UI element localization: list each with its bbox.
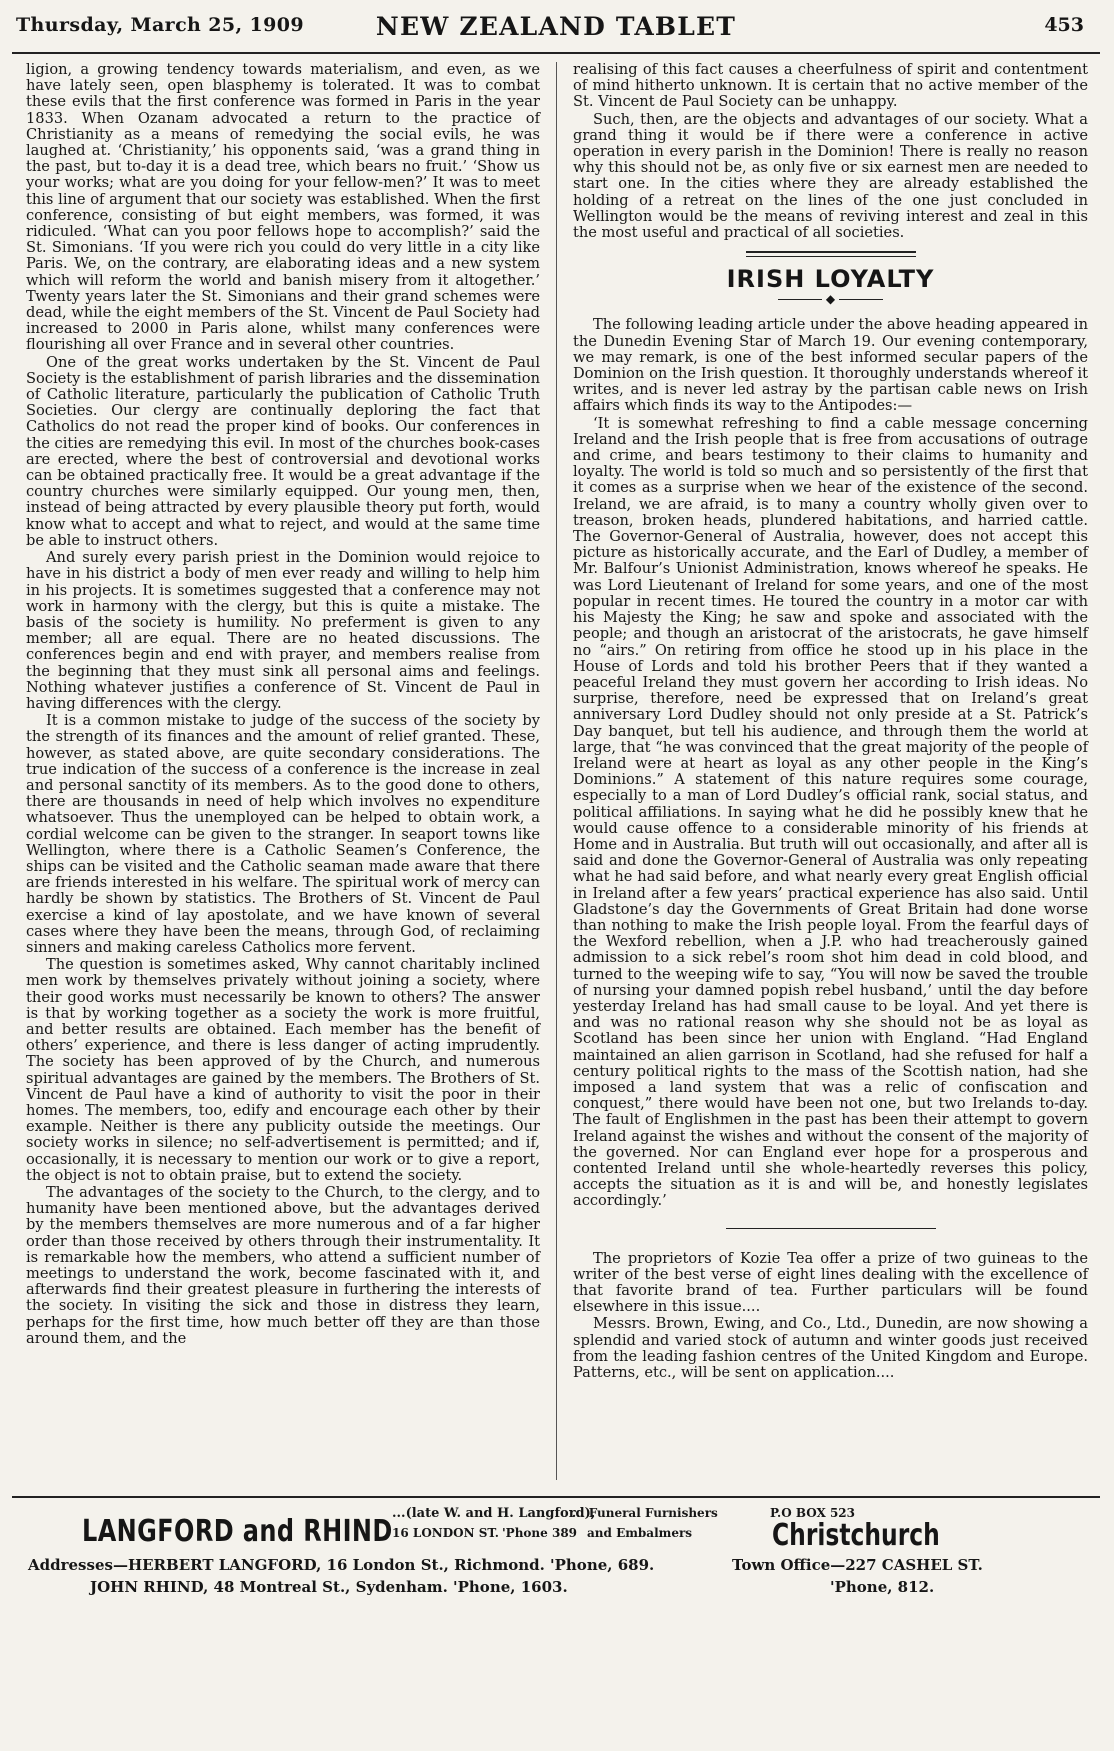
- article-columns: [26, 62, 1088, 1482]
- advert-street: 16 LONDON ST.: [392, 1526, 499, 1540]
- advertisement-footer: [12, 1496, 1100, 1751]
- notice: The proprietors of Kozie Tea offer a prize of two guineas to the writer of the best verse of eight lines dealing with the excellence of that favorite brand of tea. Further particulars will be found elsewhere in this issue....: [573, 1249, 1088, 1316]
- advert-trade-line: ... Funeral Furnishers: [572, 1506, 718, 1520]
- paragraph: The following leading article under the above heading appeared in the Dunedin Evening Star of March 19. Our evening contemporary, we may remark, is one of the best informed secular papers of the Dominion on the Irish question. It thoroughly understands whereof it writes, and is never led astray by the partisan cable news on Irish affairs which finds its way to the Antipodes:—: [573, 316, 1088, 415]
- heading-ornament: [573, 293, 1088, 305]
- paragraph: realising of this fact causes a cheerfulness of spirit and contentment of mind hitherto unknown. It is certain that no active member of the St. Vincent de Paul Society can be unhappy.: [573, 61, 1088, 111]
- advert-trade-line: and Embalmers: [587, 1526, 693, 1540]
- end-rule: [726, 1228, 936, 1229]
- advert-address: JOHN RHIND, 48 Montreal St., Sydenham. 'Phone, 1603.: [90, 1578, 568, 1596]
- advert-address: Addresses—HERBERT LANGFORD, 16 London St., Richmond. 'Phone, 689.: [28, 1556, 655, 1574]
- paragraph: Such, then, are the objects and advantages of our society. What a grand thing it would be if there were a conference in active operation in every parish in the Dominion! There is really no reason why this should not be, as only five or six earnest men are needed to start one. In the cities where they are already established the holding of a retreat on the lines of the one just concluded in Wellington would be the means of reviving interest and zeal in this the most useful and practical of all societies.: [573, 110, 1088, 242]
- right-column: [573, 62, 1088, 1381]
- diamond-ornament-icon: ◆: [825, 292, 836, 307]
- section-rule: [746, 251, 916, 257]
- advert-firm-name: LANGFORD and RHIND: [82, 1514, 393, 1549]
- paragraph: ligion, a growing tendency towards materialism, and even, as we have lately seen, open blasphemy is tolerated. It was to combat these evils that the first conference was formed in Paris in the year 1833. When Ozanam advocated a return to the practice of Christianity as a means of remedying the social evils, he was laughed at. ‘Christianity,’ his opponents said, ‘was a grand thing in the past, but to-day it is a dead tree, which bears no fruit.’ ‘Show us your works; what are you doing for your fellow-men?’ It was to meet this line of argument that our society was established. When the first conference, consisting of but eight members, was formed, it was ridiculed. ‘What can you poor fellows hope to accomplish?’ said the St. Simonians. ‘If you were rich you could do very little in a city like Paris. We, on the contrary, are elaborating ideas and a new system which will reform the world and banish misery from it altogether.’ Twenty years later the St. Simonians and their grand schemes were dead, while the eight members of the St. Vincent de Paul Society had increased to 2000 in Paris alone, whilst many conferences were flourishing all over France and in several other countries.: [26, 61, 540, 354]
- paragraph: The question is sometimes asked, Why cannot charitably inclined men work by themselves privately without joining a society, where their good works must necessarily be known to others? The answer is that by working together as a society the work is more fruitful, and better results are obtained. Each member has the benefit of others’ experience, and there is less danger of acting imprudently. The society has been approved of by the Church, and numerous spiritual advantages are gained by the members. The Brothers of St. Vincent de Paul have a kind of authority to visit the poor in their homes. The members, too, edify and encourage each other by their example. Neither is there any publicity outside the meetings. Our society works in silence; no self-advertisement is permitted; and if, occasionally, it is necessary to mention our work or to give a report, the object is not to obtain praise, but to extend the society.: [26, 956, 540, 1184]
- article-heading: IRISH LOYALTY: [726, 265, 935, 294]
- paragraph: The advantages of the society to the Church, to the clergy, and to humanity have been mentioned above, but the advantages derived by the members themselves are more numerous and of a far higher order than those received by others through their instrumentality. It is remarkable how the members, who attend a sufficient number of meetings to understand the work, become fascinated with it, and afterwards find their greatest pleasure in furthering the interests of the society. In visiting the sick and those in distress they learn, perhaps for the first time, how much better off they are than those around them, and the: [26, 1184, 540, 1347]
- paragraph: ‘It is somewhat refreshing to find a cable message concerning Ireland and the Irish people that is free from accusations of outrage and crime, and bears testimony to their claims to humanity and loyalty. The world is told so much and so persistently of the first that it comes as a surprise when we hear of the existence of the second. Ireland, we are afraid, is to many a country wholly given over to treason, broken heads, plundered habitations, and harried cattle. The Governor-General of Australia, however, does not accept this picture as historically accurate, and the Earl of Dudley, a member of Mr. Balfour’s Unionist Administration, knows whereof he speaks. He was Lord Lieutenant of Ireland for some years, and one of the most popular in recent times. He toured the country in a motor car with his Majesty the King; he saw and spoke and associated with the people; and though an aristocrat of the aristocrats, he gave himself no “airs.” On retiring from office he stood up in his place in the House of Lords and told his brother Peers that if they wanted a peaceful Ireland they must govern her according to Irish ideas. No surprise, therefore, need be expressed that on Ireland’s great anniversary Lord Dudley should not only preside at a St. Patrick’s Day banquet, but tell his audience, and through them the world at large, that “he was convinced that the great majority of the people of Ireland were at heart as loyal as any other people in the King’s Dominions.” A statement of this nature requires some courage, especially to a man of Lord Dudley’s official rank, social status, and political affiliations. In saying what he did he possibly knew that he would cause offence to a considerable minority of his friends at Home and in Australia. But truth will out occasionally, and after all is said and done the Governor-General of Australia was only repeating what he had said before, and what nearly every great English official in Ireland after a few years’ practical experience has also said. Until Gladstone’s day the Governments of Great Britain had done worse than nothing to make the Irish people loyal. From the fearful days of the Wexford rebellion, when a J.P. who had treacherously gained admission to a sick rebel’s room shot him dead in cold blood, and turned to the weeping wife to say, “You will now be saved the trouble of nursing your damned popish rebel husband,’ until the day before yesterday Ireland has had small cause to be loyal. And yet there is and was no rational reason why she should not be as loyal as Scotland has been since her union with England. “Had England maintained an alien garrison in Scotland, had she refused for half a century political rights to the mass of the Scottish nation, had she imposed a land system that was a relic of confiscation and conquest,” there would have been not one, but two Irelands to-day. The fault of Englishmen in the past has been their attempt to govern Ireland against the wishes and without the consent of the majority of the governed. Nor can England ever hope for a prosperous and contented Ireland until she whole-heartedly reverses this policy, accepts the situation as it is and will be, and honestly legislates accordingly.’: [573, 414, 1088, 1210]
- advert-town-phone: 'Phone, 812.: [830, 1578, 935, 1596]
- advertisement: [12, 1496, 1100, 1616]
- paragraph: One of the great works undertaken by the St. Vincent de Paul Society is the establishment of parish libraries and the dissemination of Catholic literature, particularly the publication of Catholic Truth Societies. Our clergy are continually deploring the fact that Catholics do not read the proper kind of books. Our conferences in the cities are remedying this evil. In most of the churches book-cases are erected, where the best of controversial and devotional works can be obtained practically free. It would be a great advantage if the country churches were similarly equipped. Our young men, then, instead of being attracted by every plausible theory put forth, would know what to accept and what to reject, and would at the same time be able to instruct others.: [26, 353, 540, 549]
- page-number: 453: [1044, 14, 1084, 36]
- advert-phone: 'Phone 389: [502, 1526, 578, 1540]
- advert-previous-name: ...(late W. and H. Langford),: [392, 1506, 596, 1521]
- newspaper-title: NEW ZEALAND TABLET: [375, 12, 737, 41]
- advert-po-box: P.O BOX 523: [770, 1506, 855, 1520]
- masthead: [12, 10, 1100, 54]
- issue-date: Thursday, March 25, 1909: [16, 14, 305, 36]
- paragraph: It is a common mistake to judge of the success of the society by the strength of its finances and the amount of relief granted. These, however, as stated above, are quite secondary considerations. The true indication of the success of a conference is the increase in zeal and personal sanctity of its members. As to the good done to others, there are thousands in need of help which involves no expenditure whatsoever. Thus the unemployed can be helped to obtain work, a cordial welcome can be given to the stranger. In seaport towns like Wellington, where there is a Catholic Seamen’s Conference, the ships can be visited and the Catholic seaman made aware that there are friends interested in his welfare. The spiritual work of mercy can hardly be shown by statistics. The Brothers of St. Vincent de Paul exercise a kind of lay apostolate, and we have known of several cases where they have been the means, through God, of reclaiming sinners and making careless Catholics more fervent.: [26, 712, 540, 956]
- left-column: [26, 62, 540, 1347]
- advert-town-office: Town Office—227 CASHEL ST.: [732, 1556, 983, 1574]
- paragraph: And surely every parish priest in the Dominion would rejoice to have in his district a body of men ever ready and willing to help him in his projects. It is sometimes suggested that a conference may not work in harmony with the clergy, but this is quite a mistake. The basis of the society is humility. No preferment is given to any member; all are equal. There are no heated discussions. The conferences begin and end with prayer, and members realise from the beginning that they must sink all personal aims and feelings. Nothing whatever justifies a conference of St. Vincent de Paul in having differences with the clergy.: [26, 549, 540, 712]
- column-divider: [556, 62, 557, 1480]
- notice: Messrs. Brown, Ewing, and Co., Ltd., Dunedin, are now showing a splendid and varied stock of autumn and winter goods just received from the leading fashion centres of the United Kingdom and Europe. Patterns, etc., will be sent on application....: [573, 1315, 1088, 1382]
- advert-city: Christchurch: [772, 1518, 940, 1553]
